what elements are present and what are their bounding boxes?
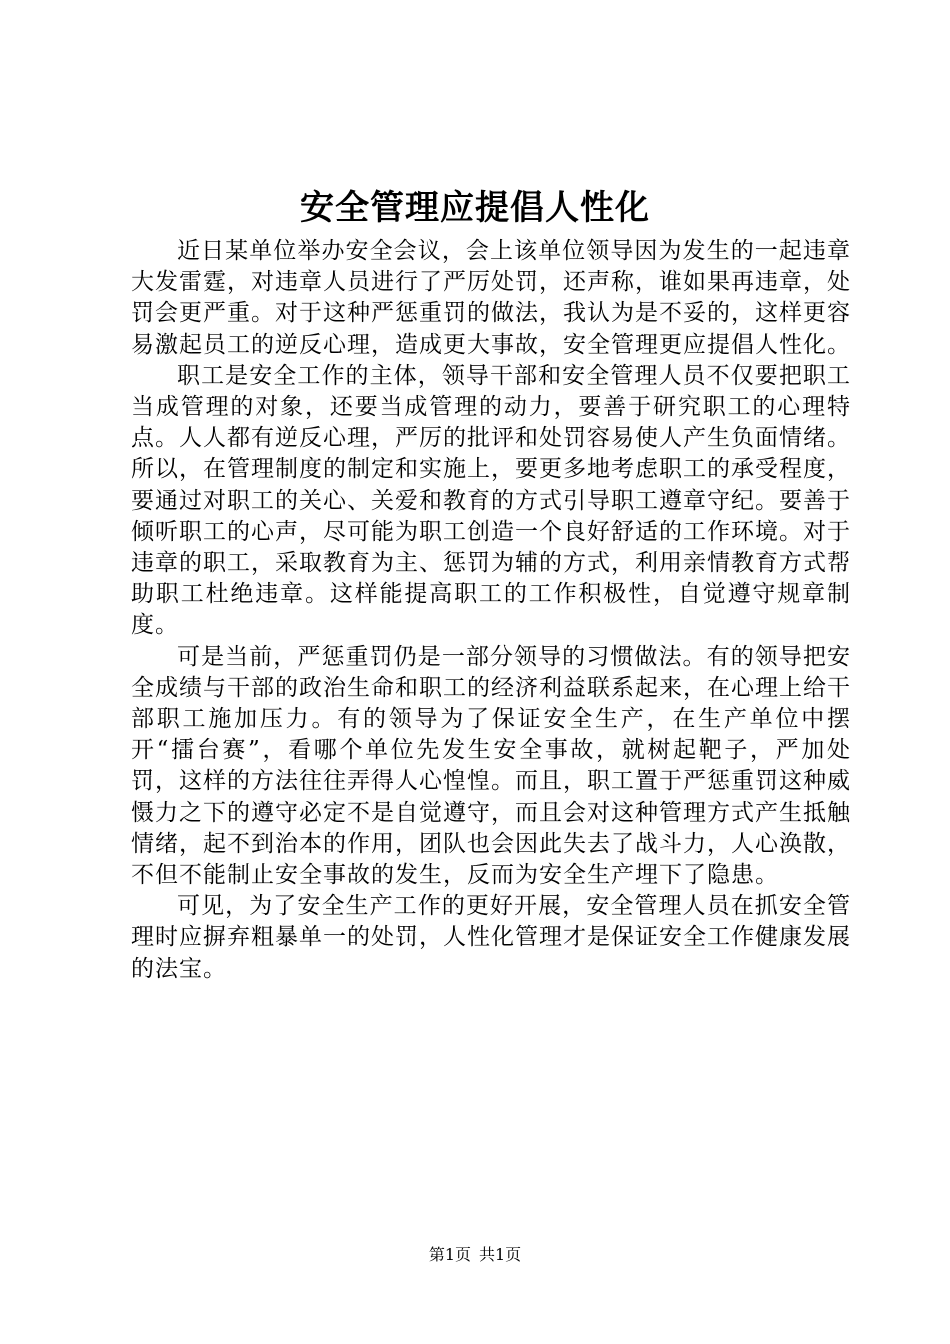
- paragraph-2: 职工是安全工作的主体，领导干部和安全管理人员不仅要把职工当成管理的对象，还要当成管理的动力，要善于研究职工的心理特点。人人都有逆反心理，严厉的批评和处罚容易使人产生负面情绪。所以，在管理制度的制定和实施上，要更多地考虑职工的承受程度，要通过对职工的关心、关爱和教育的方式引导职工遵章守纪。要善于倾听职工的心声，尽可能为职工创造一个良好舒适的工作环境。对于违章的职工，采取教育为主、惩罚为辅的方式，利用亲情教育方式帮助职工杜绝违章。这样能提高职工的工作积极性，自觉遵守规章制度。: [131, 362, 851, 639]
- page-total: 共1页: [479, 1245, 522, 1264]
- document-title: 安全管理应提倡人性化: [300, 188, 650, 228]
- paragraph-1: 近日某单位举办安全会议，会上该单位领导因为发生的一起违章大发雷霆，对违章人员进行了严厉处罚，还声称，谁如果再违章，处罚会更严重。对于这种严惩重罚的做法，我认为是不妥的，这样更容易激起员工的逆反心理，造成更大事故，安全管理更应提倡人性化。: [131, 238, 851, 358]
- paragraph-3: 可是当前，严惩重罚仍是一部分领导的习惯做法。有的领导把安全成绩与干部的政治生命和职工的经济利益联系起来，在心理上给干部职工施加压力。有的领导为了保证安全生产，在生产单位中摆开“擂台赛”，看哪个单位先发生安全事故，就树起靶子，严加处罚，这样的方法往往弄得人心惶惶。而且，职工置于严惩重罚这种威慑力之下的遵守必定不是自觉遵守，而且会对这种管理方式产生抵触情绪，起不到治本的作用，团队也会因此失去了战斗力，人心涣散，不但不能制止安全事故的发生，反而为安全生产埋下了隐患。: [131, 643, 851, 889]
- paragraph-4: 可见，为了安全生产工作的更好开展，安全管理人员在抓安全管理时应摒弃粗暴单一的处罚，人性化管理才是保证安全工作健康发展的法宝。: [131, 893, 851, 982]
- page-number: 第1页: [428, 1245, 471, 1264]
- page-footer: [0, 1244, 950, 1266]
- document-body: [131, 236, 851, 985]
